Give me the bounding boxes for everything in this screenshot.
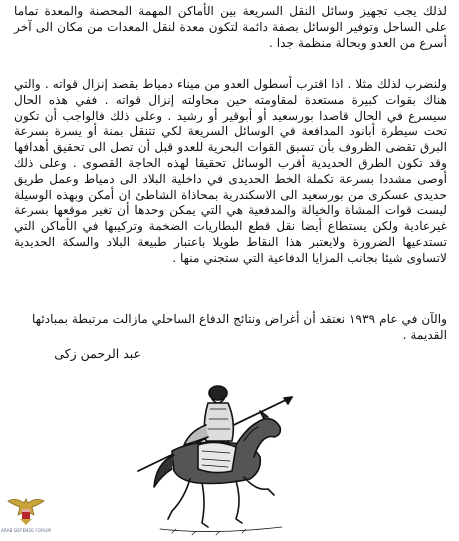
- watermark-logo: [2, 487, 50, 541]
- paragraph-2: ولنضرب لذلك مثلا . اذا اقترب أسطول العدو من ميناء دمياط بقصد إنزال قواته . والتي هناك بقوات كبيرة مستعدة لمقاومته حين محاولته إنزال قواته . ففي هذه الحال سيسرع في الحال قاصدا بورسعيد أو أبوقير أو رشيد . وعلى ذلك فالواجب أن تكون تحت سيطرة أبانود المدافعة في الوسائل السريعة لكي تتنقل بمنة أو يسرة بسرعة البرق تقضى الظروف بأن تسبق القوات البحرية للعدو قبل أن تصل الى تحقيق أهدافها وقد تكون الطرق الحديدية أقرب الوسائل تحقيقا لهذه الحاجة القصوى . وعلى ذلك أوصى مشددا بسرعة تكملة الخط الحديدى في داخلية البلاد الى دمياط وعمل طريق حديدى عسكرى من بورسعيد الى الاسكندرية بمحاذاة الشاطئ ان أمكن وبهذه الوسيلة ليست قوات المشاة والخيالة والمدفعية هي التي يمكن وحدها أن تغير موقعها بسرعة غيرعادية ولكن يستطاع أيضا نقل قطع البطاريات الضخمة وتركيبها في الأماكن التي تستدعيها الضرورة ولايعتبر هذا النقاط طويلا باعتبار طبيعة البلاد والسكة الحديدية لاتساوى شيئا بجانب المزايا الدفاعية التي ستجني منها .: [14, 77, 447, 265]
- author-signature: عبد الرحمن زكى: [54, 346, 141, 361]
- eagle-emblem-icon: [6, 487, 46, 527]
- paragraph-1: لذلك يجب تجهيز وسائل النقل السريعة بين الأماكن المهمة المحصنة والمعدة تماما على الساحل وتوفير الوسائل بصفة دائمة لتكون معدة لنقل المعدات من مكان الى آخر أسرع من العدو وبحالة منظمة جدا .: [14, 4, 447, 50]
- horseman-with-lance-icon: [132, 379, 302, 539]
- watermark-caption: ARAB DEFENSE FORUM: [0, 528, 52, 533]
- paragraph-3: والآن في عام ١٩٣٩ نعتقد أن أغراض ونتائج الدفاع الساحلي مازالت مرتبطة بمبادئها القديمة .: [32, 312, 447, 342]
